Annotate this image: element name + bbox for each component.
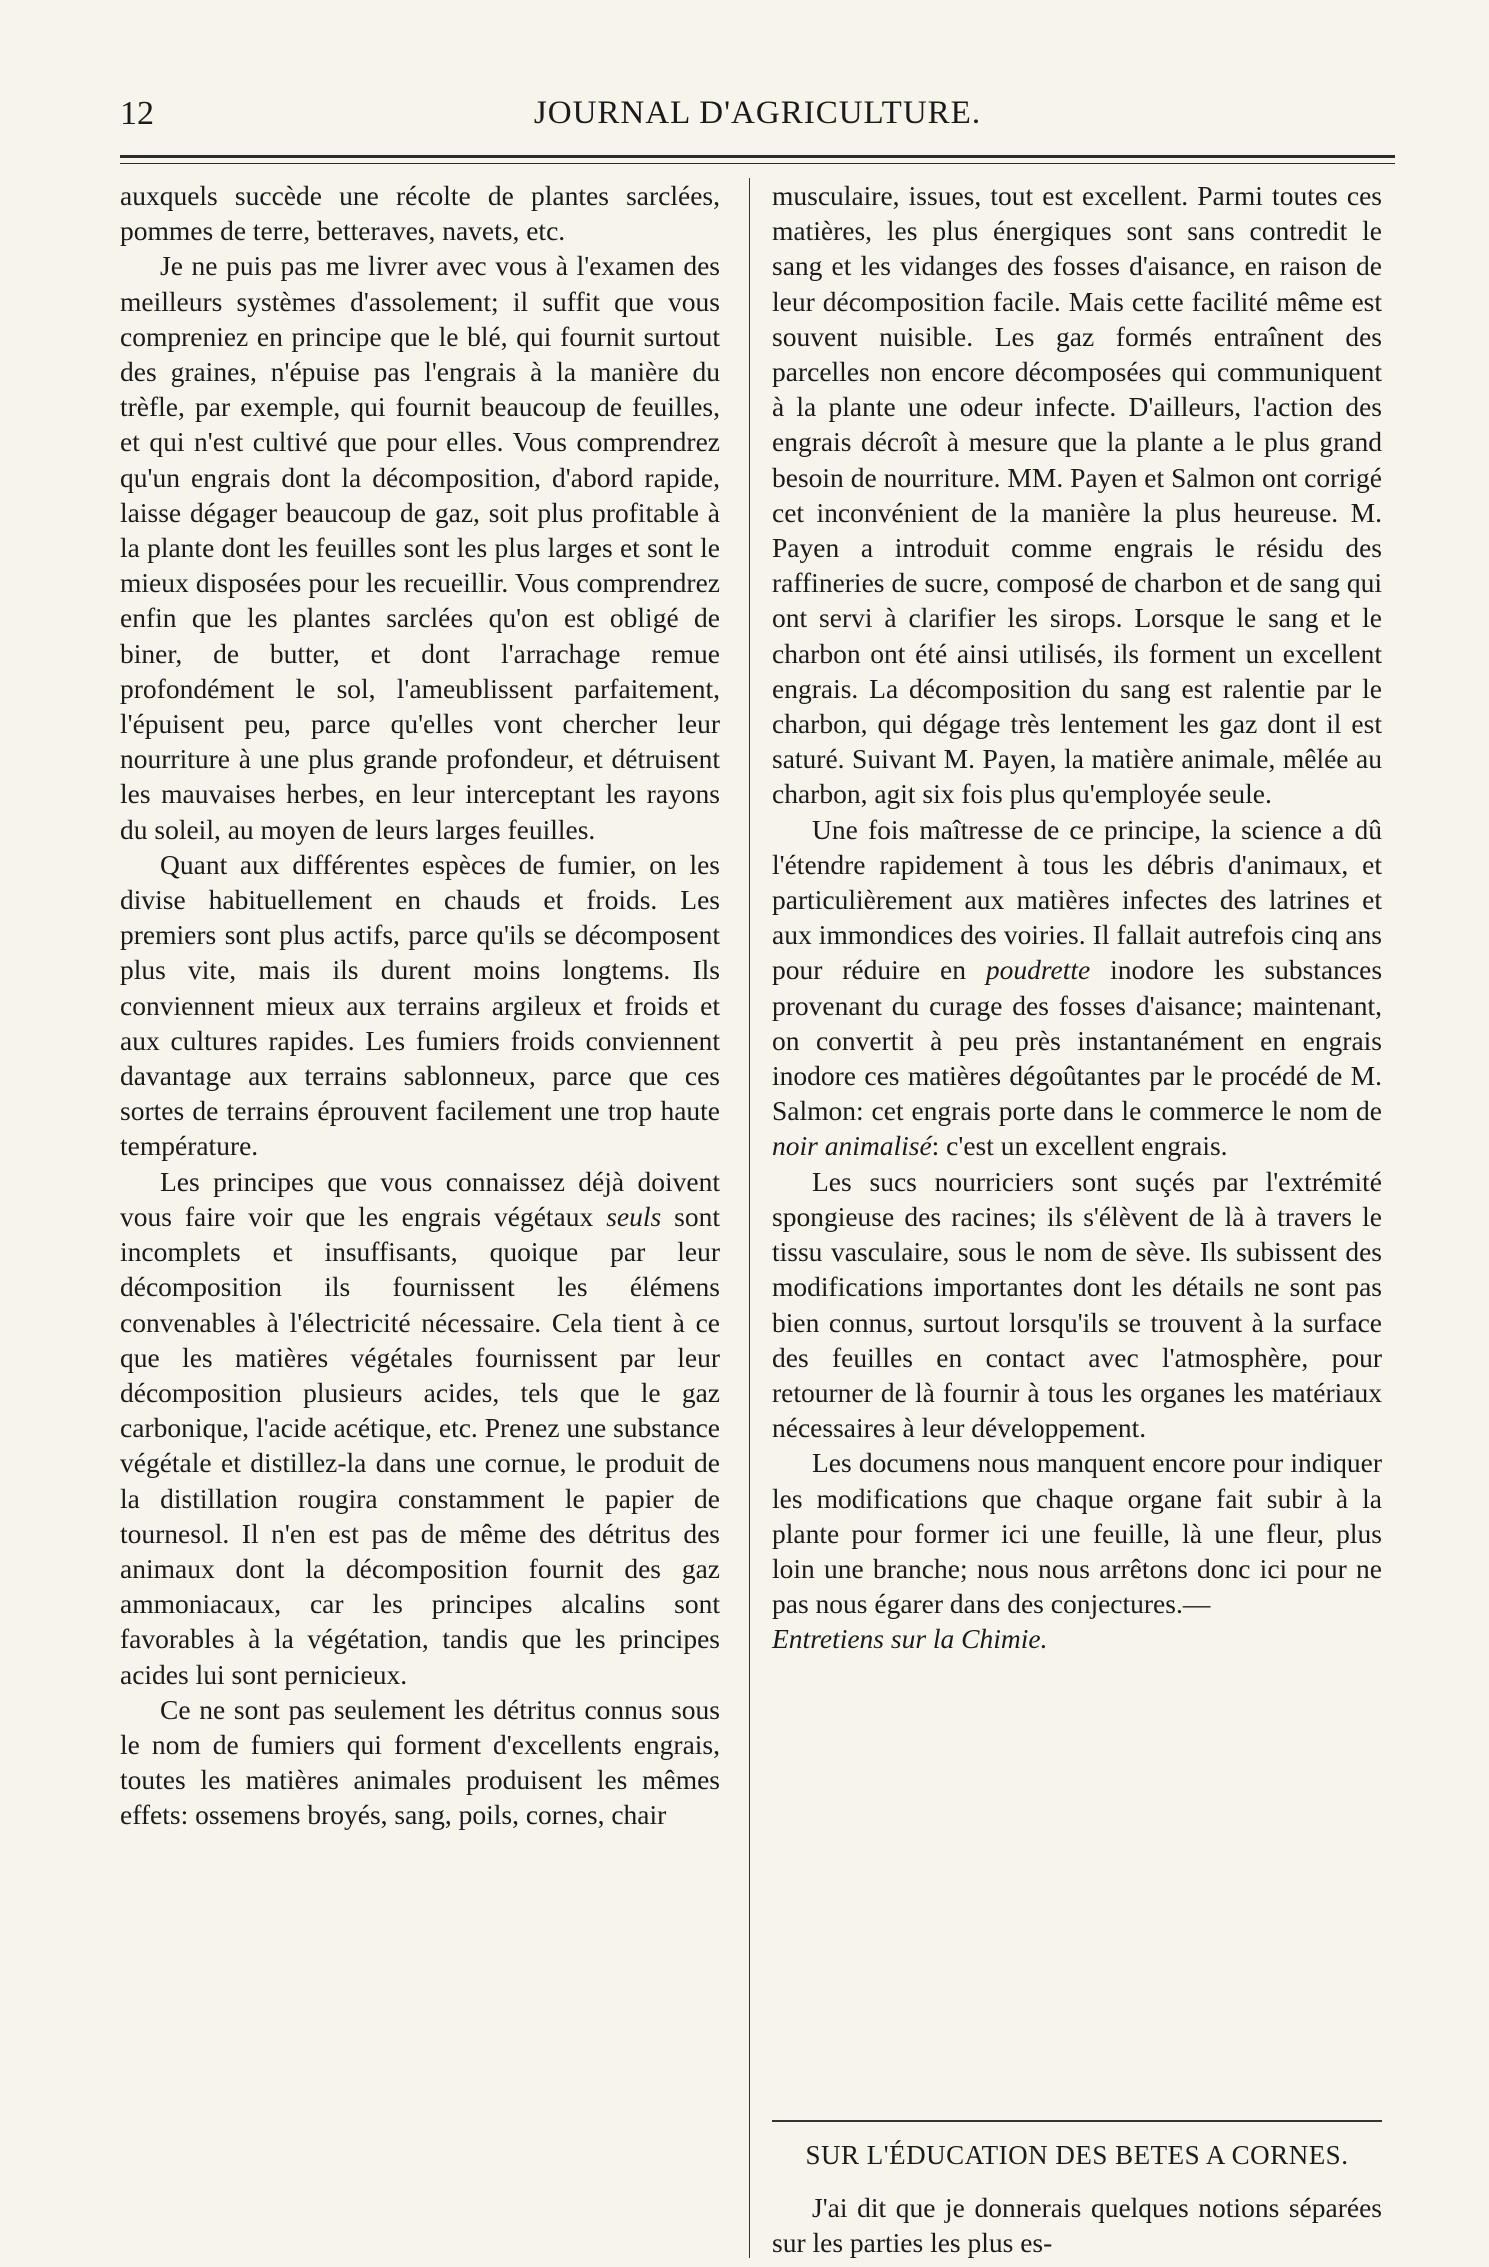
italic-word: noir animalisé [772,1130,932,1162]
paragraph-text: sont incomplets et insuffisants, quoique par leur décomposition ils fournissent les élémens convenables à l'électricité nécessaire. Cela tient à ce que les matières végétales fournissent par leur décomposition plusieurs acides, tels que le gaz carbonique, l'acide acétique, etc. Prenez une substance végétale et distillez-la dans une cornue, le produit de la distillation rougira constamment le papier de tournesol. Il n'en est pas de même des détritus des animaux dont la décomposition fournit des gaz ammoniacaux, car les principes alcalins sont favorables à la végétation, tandis que les principes acides lui sont pernicieux. [120,1200,720,1690]
paragraph: Ce ne sont pas seulement les détritus connus sous le nom de fumiers qui forment d'excellents engrais, toutes les matières animales produisent les mêmes effets: ossemens broyés, sang, poils, cornes, chair [120,1693,720,1831]
page-header [120,95,1395,147]
paragraph: auxquels succède une récolte de plantes sarclées, pommes de terre, betteraves, navets, etc. [120,180,720,247]
paragraph: Les documens nous manquent encore pour indiquer les modifications que chaque organe fait subir à la plante pour former ici une feuille, là une fleur, plus loin une branche; nous nous arrêtons donc ici pour ne pas nous égarer dans des conjectures.— [772,1447,1382,1620]
paragraph [772,812,1382,1164]
page-number: 12 [120,95,154,132]
paragraph: J'ai dit que je donnerais quelques notions séparées sur les parties les plus es- [772,2192,1382,2259]
section-rule [772,2120,1382,2122]
source-citation: Entretiens sur la Chimie. [772,1623,1048,1655]
running-title: JOURNAL D'AGRICULTURE. [533,95,982,131]
paragraph-text: : c'est un excellent engrais. [931,1130,1228,1162]
header-rule [120,155,1395,158]
column-divider [749,178,750,2258]
paragraph-text: inodore les substances provenant du curage des fosses d'aisance; maintenant, on convertit à peu près instantanément en engrais inodore ces matières dégoûtantes par le procédé de M. Salmon: cet engrais porte dans le commerce le nom de [772,954,1383,1127]
paragraph-text: Une fois maîtresse de ce principe, la science a dû l'étendre rapidement à tous les débris d'animaux, et particulièrement aux matières infectes des latrines et aux immondices des voiries. Il fallait autrefois cinq ans pour réduire en [772,813,1382,986]
paragraph: Les sucs nourriciers sont suçés par l'extrémité spongieuse des racines; ils s'élèvent de là à travers le tissu vasculaire, sous le nom de sève. Ils subissent des modifications importantes dont les détails ne sont pas bien connus, surtout lorsqu'ils se trouvent à la surface des feuilles en contact avec l'atmosphère, pour retourner de là fournir à tous les organes les matériaux nécessaires à leur développement. [772,1165,1382,1444]
section-heading: SUR L'ÉDUCATION DES BETES A CORNES. [805,2140,1349,2170]
italic-word: poudrette [985,954,1091,986]
paragraph [120,1164,720,1692]
paragraph: musculaire, issues, tout est excellent. Parmi toutes ces matières, les plus énergiques sont sans contredit le sang et les vidanges des fosses d'aisance, en raison de leur décomposition facile. Mais cette facilité même est souvent nuisible. Les gaz formés entraînent des parcelles non encore décomposées qui communiquent à la plante une odeur infecte. D'ailleurs, l'action des engrais décroît à mesure que la plante a le plus grand besoin de nourriture. MM. Payen et Salmon ont corrigé cet inconvénient de la manière la plus heureuse. M. Payen a introduit comme engrais le résidu des raffineries de sucre, composé de charbon et de sang qui ont servi à clarifier les sirops. Lorsque le sang et le charbon ont été ainsi utilisés, ils forment un excellent engrais. La décomposition du sang est ralentie par le charbon, qui dégage très lentement les gaz dont il est saturé. Suivant M. Payen, la matière animale, mêlée au charbon, agit six fois plus qu'employée seule. [772,180,1382,810]
paragraph: Quant aux différentes espèces de fumier, on les divise habituellement en chauds et froids. Les premiers sont plus actifs, parce qu'ils se décomposent plus vite, mais ils durent moins longtems. Ils conviennent mieux aux terrains argileux et froids et aux cultures rapides. Les fumiers froids conviennent davantage aux terrains sablonneux, parce que ces sortes de terrains éprouvent facilement une trop haute température. [120,848,720,1162]
italic-word: seuls [606,1200,662,1232]
right-column [772,178,1382,1657]
paragraph: Je ne puis pas me livrer avec vous à l'examen des meilleurs systèmes d'assolement; il suffit que vous compreniez en principe que le blé, qui fournit surtout des graines, n'épuise pas l'engrais à la manière du trèfle, par exemple, qui fournit beaucoup de feuilles, et qui n'est cultivé que pour elles. Vous comprendrez qu'un engrais dont la décomposition, d'abord rapide, laisse dégager beaucoup de gaz, soit plus profitable à la plante dont les feuilles sont les plus larges et sont le mieux disposées pour les recueillir. Vous comprendrez enfin que les plantes sarclées qu'on est obligé de biner, de butter, et dont l'arrachage remue profondément le sol, l'ameublissent parfaitement, l'épuisent peu, parce qu'elles vont chercher leur nourriture à une plus grande profondeur, et détruisent les mauvaises herbes, en leur interceptant les rayons du soleil, au moyen de leurs larges feuilles. [120,250,720,845]
paragraph-text: Les principes que vous connaissez déjà doivent vous faire voir que les engrais végétaux [120,1165,720,1232]
left-column [120,178,720,2253]
header-rule-thin [120,163,1395,164]
right-column-section [772,2190,1382,2260]
